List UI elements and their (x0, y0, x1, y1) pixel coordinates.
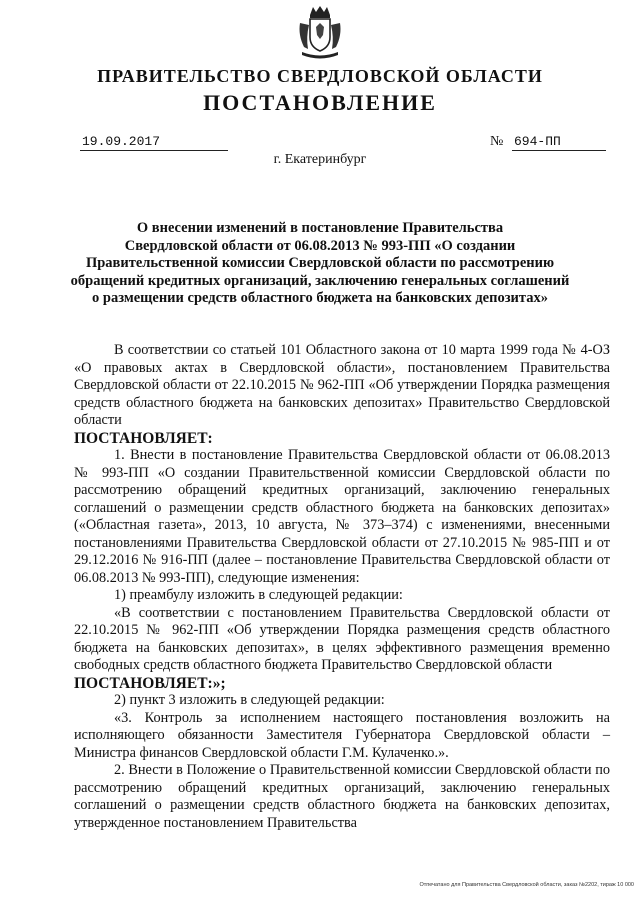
print-note: Отпечатано для Правительства Свердловской области, заказ №2202, тираж 10 000 (419, 882, 634, 888)
document-city: г. Екатеринбург (273, 152, 367, 167)
resolves-heading: ПОСТАНОВЛЯЕТ:»; (74, 674, 226, 692)
body-paragraph: «В соответствии с постановлением Правительства Свердловской области от 22.10.2015 № 962-ПП «Об утверждении Порядка размещения средств областного бюджета на банковских депозитах», в целях эффективного размещения временно свободных средств областного бюджета Правительство Свердловской области (74, 604, 610, 673)
title-line: о размещении средств областного бюджета на банковских депозитах» (92, 290, 548, 307)
resolves-heading: ПОСТАНОВЛЯЕТ: (74, 429, 213, 447)
coat-of-arms-icon (296, 5, 344, 61)
title-line: Правительственной комиссии Свердловской области по рассмотрению (85, 255, 555, 272)
body-paragraph: 2. Внести в Положение о Правительственной комиссии Свердловской области по рассмотрению обращений кредитных организаций, заключению генеральных соглашений о размещении средств областного бюджета на банковских депозитах, утвержденное постановлением Правительства (74, 762, 610, 831)
document-date: 19.09.2017 (80, 134, 228, 151)
document-body (74, 342, 610, 832)
government-name: ПРАВИТЕЛЬСТВО СВЕРДЛОВСКОЙ ОБЛАСТИ (97, 66, 543, 86)
title-line: О внесении изменений в постановление Правительства (136, 220, 504, 236)
title-line: Свердловской области от 06.08.2013 № 993-ПП «О создании (124, 237, 516, 254)
document-type: ПОСТАНОВЛЕНИЕ (203, 90, 437, 115)
body-paragraph: 1) преамбулу изложить в следующей редакции: (114, 587, 403, 603)
title-line: обращений кредитных организаций, заключению генеральных соглашений (70, 272, 570, 289)
document-title (60, 220, 580, 308)
body-paragraph: В соответствии со статьей 101 Областного закона от 10 марта 1999 года № 4-ОЗ «О правовых актах в Свердловской области», постановлением Правительства Свердловской области от 22.10.2015 № 962-ПП «Об утверждении Порядка размещения средств областного бюджета на банковских депозитах» Правительство Свердловской области (74, 342, 610, 428)
body-paragraph: 2) пункт 3 изложить в следующей редакции: (114, 692, 385, 708)
number-sign: № (490, 134, 504, 149)
body-paragraph: «3. Контроль за исполнением настоящего постановления возложить на исполняющего обязанности Заместителя Губернатора Свердловской области – Министра финансов Свердловской области Г.М. Кулаченко.». (74, 709, 610, 761)
document-number-block (490, 134, 606, 151)
document-number: 694-ПП (512, 134, 606, 151)
body-paragraph: 1. Внести в постановление Правительства Свердловской области от 06.08.2013 № 993-ПП «О создании Правительственной комиссии Свердловской области по рассмотрению обращений кредитных организаций, заключению генеральных соглашений о размещении средств областного бюджета на банковских депозитах» («Областная газета», 2013, 10 августа, № 373–374) с изменениями, внесенными постановлениями Правительства Свердловской области от 27.10.2015 № 985-ПП и от 29.12.2016 № 916-ПП (далее – постановление Правительства Свердловской области от 06.08.2013 № 993-ПП), следующие изменения: (74, 447, 610, 586)
